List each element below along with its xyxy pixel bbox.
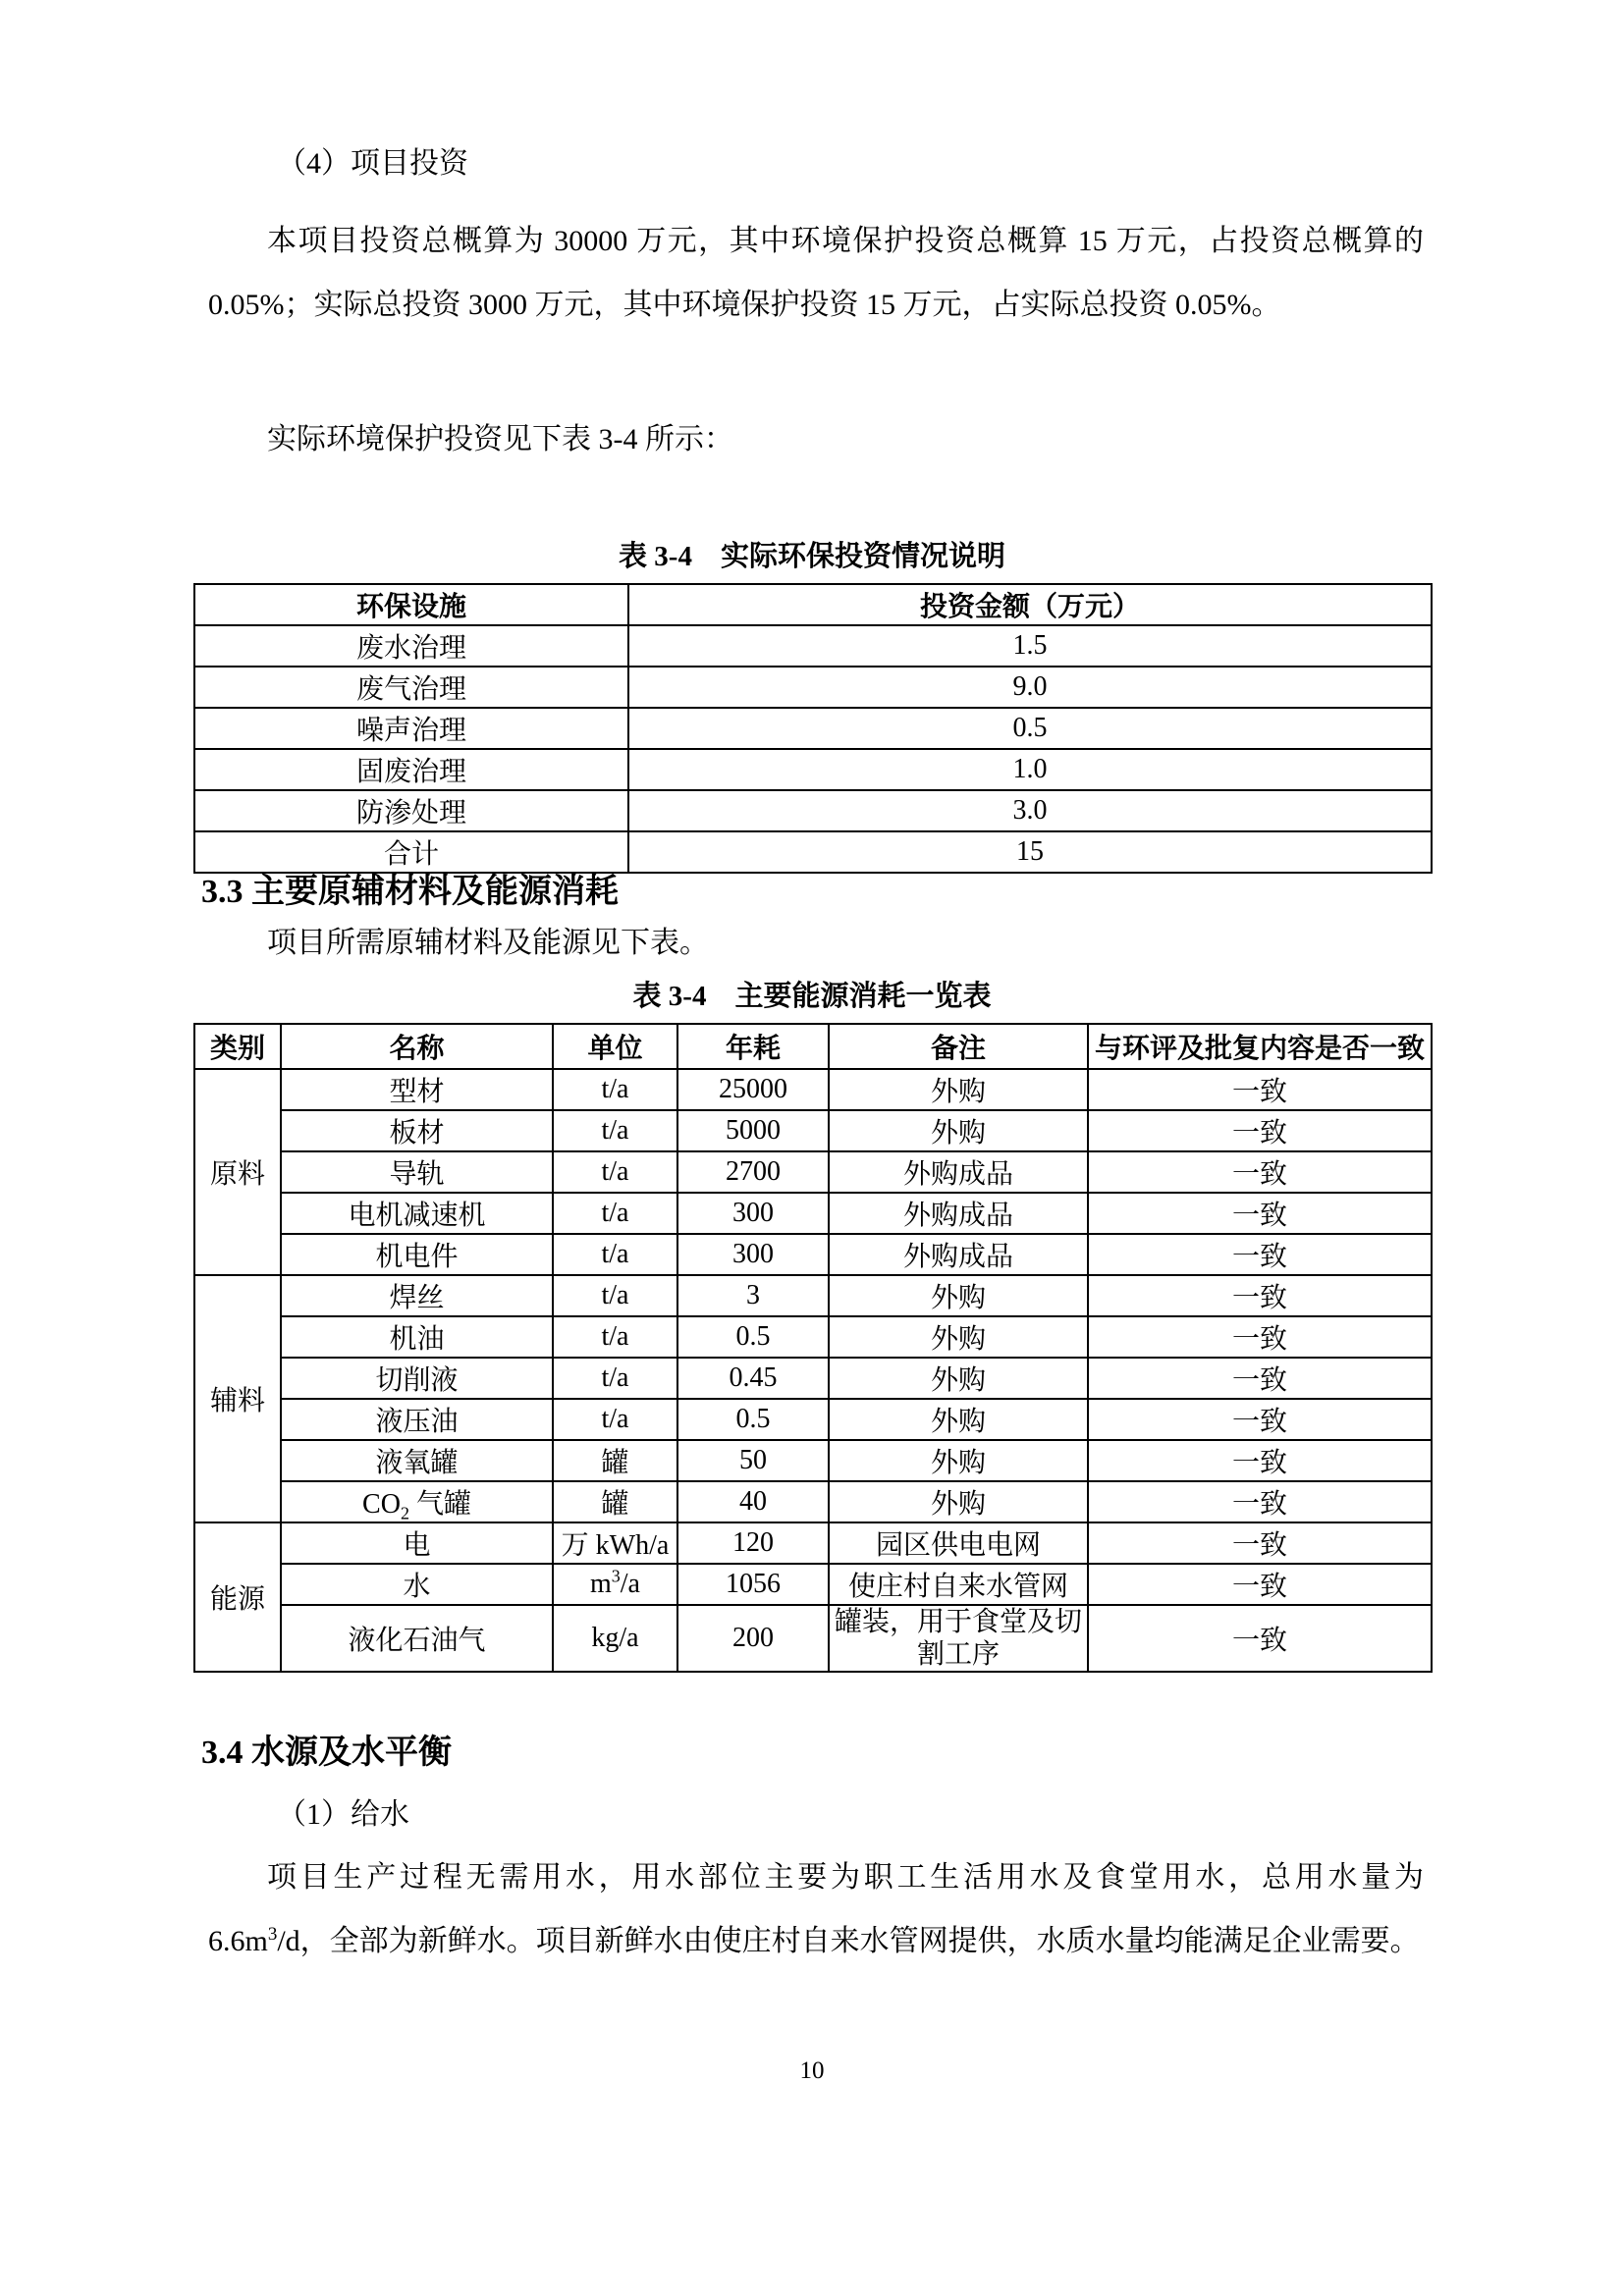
table-cell: 合计 (194, 831, 628, 873)
table-cell: t/a (553, 1110, 677, 1151)
water-paragraph-superscript: 3 (267, 1924, 278, 1945)
table-header-cell: 投资金额（万元） (628, 584, 1432, 625)
category-cell: 原料 (194, 1069, 281, 1275)
table-cell: 废气治理 (194, 667, 628, 708)
table-cell: 50 (677, 1440, 829, 1481)
table-cell: 200 (677, 1605, 829, 1672)
table-cell (553, 1564, 677, 1605)
table-cell: 1.5 (628, 625, 1432, 667)
table-cell: 一致 (1088, 1151, 1432, 1193)
water-paragraph-post: /d，全部为新鲜水。项目新鲜水由使庄村自来水管网提供，水质水量均能满足企业需要。 (277, 1925, 1420, 1957)
table-cell: 一致 (1088, 1399, 1432, 1440)
table-header-row (194, 584, 1432, 625)
table-cell (281, 1481, 553, 1522)
table-cell: 外购 (829, 1110, 1088, 1151)
table-cell: 废水治理 (194, 625, 628, 667)
table-cell: t/a (553, 1358, 677, 1399)
table-row (194, 1440, 1432, 1481)
table-row (194, 1481, 1432, 1522)
table-cell: 15 (628, 831, 1432, 873)
table-cell: t/a (553, 1399, 677, 1440)
table-header-cell: 类别 (194, 1024, 281, 1069)
table-cell: 0.45 (677, 1358, 829, 1399)
table-cell: 外购 (829, 1275, 1088, 1316)
table-cell: 外购 (829, 1440, 1088, 1481)
water-paragraph-pre: 项目生产过程无需用水，用水部位主要为职工生活用水及食堂用水，总用水量为 6.6m (208, 1861, 1424, 1957)
table-cell: 板材 (281, 1110, 553, 1151)
table-cell: 一致 (1088, 1275, 1432, 1316)
table-cell: 3 (677, 1275, 829, 1316)
table-header-cell: 单位 (553, 1024, 677, 1069)
table-cell: 0.5 (628, 708, 1432, 749)
table-cell: 外购 (829, 1399, 1088, 1440)
table-row (194, 1316, 1432, 1358)
table-cell: 切削液 (281, 1358, 553, 1399)
table-cell: 外购成品 (829, 1151, 1088, 1193)
investment-table-title: 表 3-4 实际环保投资情况说明 (619, 541, 1005, 572)
table-cell: 2700 (677, 1151, 829, 1193)
table-cell: 外购成品 (829, 1193, 1088, 1234)
table-cell: 机油 (281, 1316, 553, 1358)
table-row (194, 1275, 1432, 1316)
page-number: 10 (799, 2057, 825, 2084)
investment-paragraph: 本项目投资总概算为 30000 万元，其中环境保护投资总概算 15 万元，占投资总概算的 0.05%；实际总投资 3000 万元，其中环境保护投资 15 万元，占实际总投资 0.05%。 (208, 225, 1424, 321)
table-header-row (194, 1024, 1432, 1069)
table-header-cell: 名称 (281, 1024, 553, 1069)
table-cell: 1.0 (628, 749, 1432, 790)
table-cell: 一致 (1088, 1193, 1432, 1234)
table-cell: 40 (677, 1481, 829, 1522)
table-row (194, 790, 1432, 831)
table-cell: 3.0 (628, 790, 1432, 831)
table-cell: 焊丝 (281, 1275, 553, 1316)
table-cell: 园区供电电网 (829, 1522, 1088, 1564)
table-cell: 机电件 (281, 1234, 553, 1275)
table-cell: 一致 (1088, 1110, 1432, 1151)
materials-intro: 项目所需原辅材料及能源见下表。 (267, 927, 709, 959)
table-cell: 一致 (1088, 1069, 1432, 1110)
investment-table (193, 583, 1433, 874)
table-cell: 1056 (677, 1564, 829, 1605)
table-cell: t/a (553, 1316, 677, 1358)
table-row (194, 1151, 1432, 1193)
table-row (194, 708, 1432, 749)
subsection-label-investment: （4）项目投资 (277, 147, 468, 180)
table-cell: 25000 (677, 1069, 829, 1110)
table-row (194, 749, 1432, 790)
table-cell: 固废治理 (194, 749, 628, 790)
section-heading-water: 3.4 水源及水平衡 (201, 1735, 452, 1771)
section-heading-materials: 3.3 主要原辅材料及能源消耗 (201, 874, 619, 910)
water-paragraph (208, 1845, 1424, 1973)
water-unit-base: m (590, 1569, 612, 1599)
table-cell: 水 (281, 1564, 553, 1605)
category-cell: 能源 (194, 1522, 281, 1672)
table-cell: 外购 (829, 1358, 1088, 1399)
table-cell: 液压油 (281, 1399, 553, 1440)
table-cell: 120 (677, 1522, 829, 1564)
table-cell: 一致 (1088, 1564, 1432, 1605)
table-header-cell: 环保设施 (194, 584, 628, 625)
table-row (194, 1234, 1432, 1275)
table-header-cell: 备注 (829, 1024, 1088, 1069)
table-cell: t/a (553, 1275, 677, 1316)
table-header-cell: 与环评及批复内容是否一致 (1088, 1024, 1432, 1069)
table-cell: t/a (553, 1193, 677, 1234)
table-cell: 电 (281, 1522, 553, 1564)
table-cell: 一致 (1088, 1481, 1432, 1522)
table-cell: 液氧罐 (281, 1440, 553, 1481)
table-cell: 罐装，用于食堂及切割工序 (829, 1605, 1088, 1672)
table-cell: 0.5 (677, 1316, 829, 1358)
table-row (194, 831, 1432, 873)
water-unit-superscript: 3 (611, 1566, 621, 1586)
table-row (194, 1399, 1432, 1440)
co2-base: CO (362, 1489, 401, 1520)
table-cell: t/a (553, 1069, 677, 1110)
energy-table (193, 1023, 1433, 1673)
table-header-cell: 年耗 (677, 1024, 829, 1069)
table-cell: 噪声治理 (194, 708, 628, 749)
table-cell: 一致 (1088, 1234, 1432, 1275)
table-row (194, 1522, 1432, 1564)
table-row (194, 1358, 1432, 1399)
table-cell: 一致 (1088, 1358, 1432, 1399)
table-cell: 防渗处理 (194, 790, 628, 831)
table-row (194, 625, 1432, 667)
table-cell: 导轨 (281, 1151, 553, 1193)
table-cell: 一致 (1088, 1605, 1432, 1672)
table-cell: 300 (677, 1234, 829, 1275)
table-cell: 一致 (1088, 1522, 1432, 1564)
table-cell: 一致 (1088, 1316, 1432, 1358)
table-cell: 罐 (553, 1440, 677, 1481)
table-cell: 罐 (553, 1481, 677, 1522)
table-cell: 5000 (677, 1110, 829, 1151)
category-cell: 辅料 (194, 1275, 281, 1522)
table-row (194, 1110, 1432, 1151)
water-unit-rest: /a (620, 1569, 640, 1599)
co2-subscript: 2 (400, 1503, 409, 1522)
table-cell: 外购成品 (829, 1234, 1088, 1275)
table-row (194, 1193, 1432, 1234)
table-cell: 9.0 (628, 667, 1432, 708)
table-cell: t/a (553, 1151, 677, 1193)
table-cell: kg/a (553, 1605, 677, 1672)
table-cell: 一致 (1088, 1440, 1432, 1481)
table-cell: 外购 (829, 1316, 1088, 1358)
table-cell: t/a (553, 1234, 677, 1275)
table-cell: 电机减速机 (281, 1193, 553, 1234)
table-cell: 万 kWh/a (553, 1522, 677, 1564)
subsection-label-water-supply: （1）给水 (277, 1798, 409, 1831)
table-row (194, 1605, 1432, 1672)
table-row (194, 1564, 1432, 1605)
table-cell: 0.5 (677, 1399, 829, 1440)
table-cell: 使庄村自来水管网 (829, 1564, 1088, 1605)
table-row (194, 667, 1432, 708)
table-cell: 外购 (829, 1481, 1088, 1522)
table-cell: 300 (677, 1193, 829, 1234)
co2-rest: 气罐 (408, 1489, 471, 1520)
investment-table-intro: 实际环境保护投资见下表 3-4 所示： (267, 423, 733, 455)
table-cell: 液化石油气 (281, 1605, 553, 1672)
table-row (194, 1069, 1432, 1110)
energy-table-title: 表 3-4 主要能源消耗一览表 (632, 981, 992, 1012)
table-cell: 型材 (281, 1069, 553, 1110)
table-cell: 外购 (829, 1069, 1088, 1110)
